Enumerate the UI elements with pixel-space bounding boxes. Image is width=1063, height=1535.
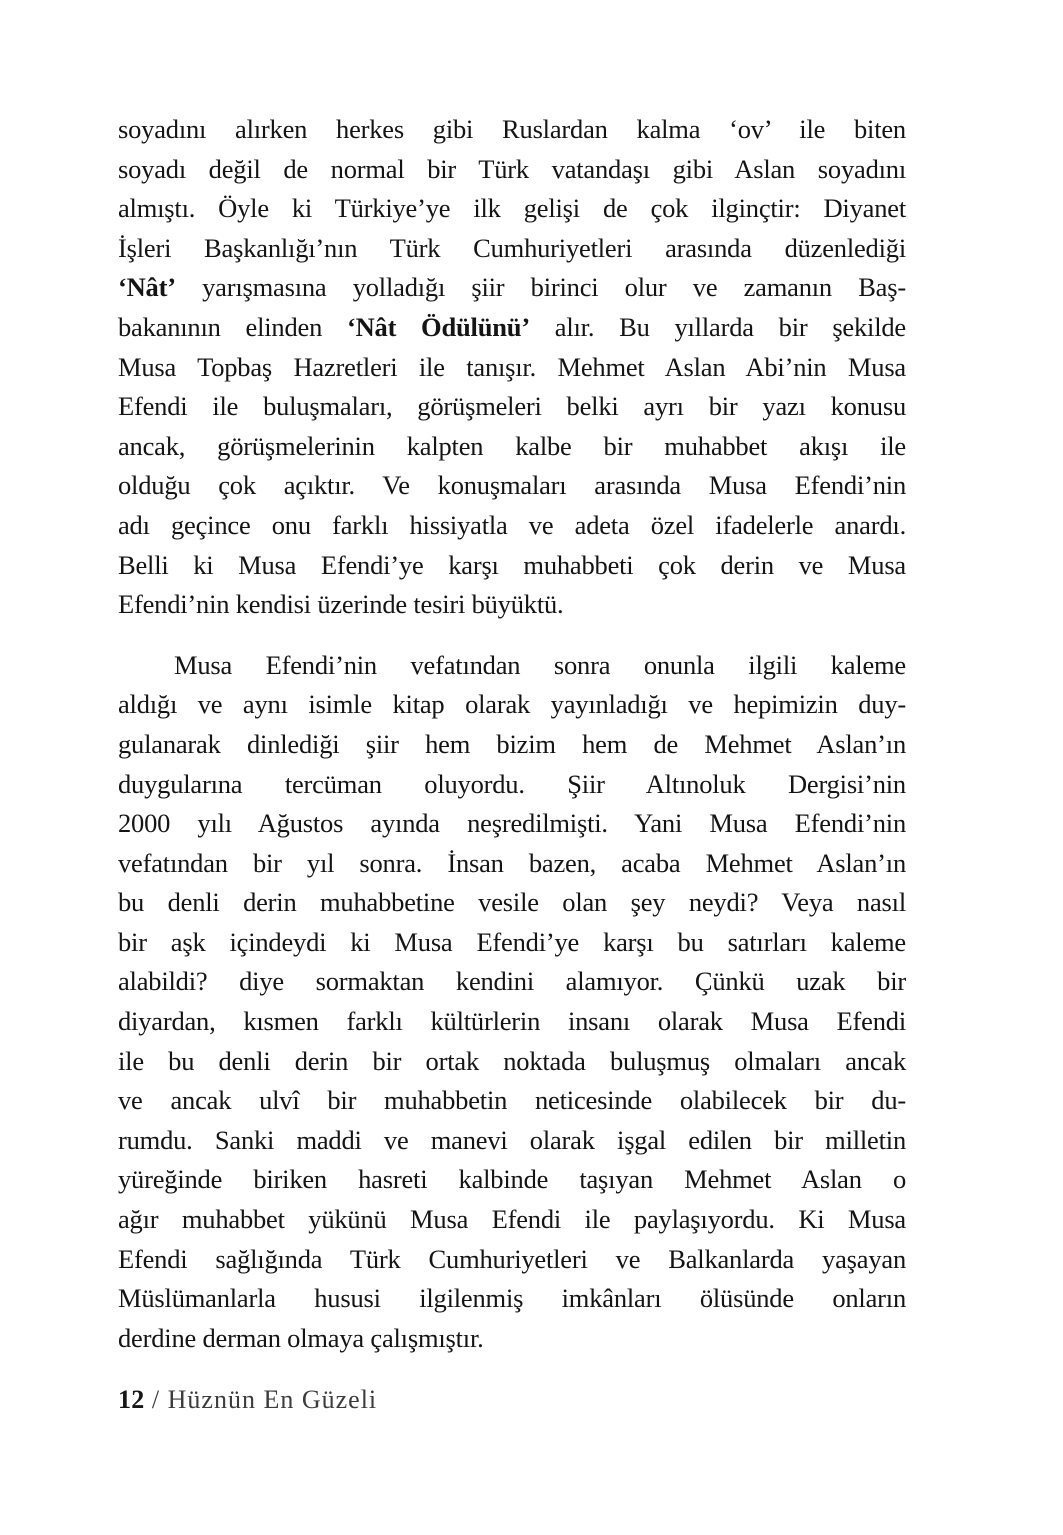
text-line: Musa Topbaş Hazretleri ile tanışır. Mehmet Aslan Abi’nin Musa (118, 351, 906, 382)
bold-text: ‘Nât’ (118, 272, 176, 303)
text-line: gulanarak dinlediği şiir hem bizim hem de Mehmet Aslan’ın (118, 728, 906, 759)
text-segment: alır. Bu yıllarda bir şekilde (529, 311, 906, 342)
text-line: olduğu çok açıktır. Ve konuşmaları arasında Musa Efendi’nin (118, 470, 906, 501)
text-line: duygularına tercüman oluyordu. Şiir Altınoluk Dergisi’nin (118, 768, 906, 799)
text-line (118, 268, 906, 308)
footer-separator: / (144, 1385, 168, 1414)
text-line: Efendi sağlığında Türk Cumhuriyetleri ve Balkanlarda yaşayan (118, 1243, 906, 1274)
text-line: soyadını alırken herkes gibi Ruslardan kalma ‘ov’ ile biten (118, 114, 906, 144)
text-line: Musa Efendi’nin vefatından sonra onunla ilgili kaleme (174, 649, 906, 680)
text-line: Belli ki Musa Efendi’ye karşı muhabbeti çok derin ve Musa (118, 549, 906, 580)
text-line: vefatından bir yıl sonra. İnsan bazen, acaba Mehmet Aslan’ın (118, 847, 906, 878)
paragraph (118, 110, 906, 625)
page-number: 12 (118, 1385, 145, 1414)
text-line: ancak, görüşmelerinin kalpten kalbe bir muhabbet akışı ile (118, 430, 906, 461)
text-line: yüreğinde biriken hasreti kalbinde taşıyan Mehmet Aslan o (118, 1164, 906, 1195)
text-line: bir aşk içindeydi ki Musa Efendi’ye karşı bu satırları kaleme (118, 926, 906, 957)
text-line: ağır muhabbet yükünü Musa Efendi ile paylaşıyordu. Ki Musa (118, 1204, 906, 1235)
text-line: Efendi ile buluşmaları, görüşmeleri belki ayrı bir yazı konusu (118, 391, 906, 422)
text-line: adı geçince onu farklı hissiyatla ve adeta özel ifadelerle anardı. (118, 509, 906, 540)
text-line (118, 308, 906, 348)
text-segment: bakanının elinden (118, 311, 347, 342)
text-line: almıştı. Öyle ki Türkiye’ye ilk gelişi de çok ilginçtir: Diyanet (118, 193, 906, 224)
text-block (118, 110, 906, 1358)
text-line: rumdu. Sanki maddi ve manevi olarak işgal edilen bir milletin (118, 1124, 906, 1155)
text-line: İşleri Başkanlığı’nın Türk Cumhuriyetleri arasında düzenlediği (118, 232, 906, 263)
paragraph (118, 646, 906, 1359)
page-footer (118, 1385, 377, 1415)
text-line: derdine derman olmaya çalışmıştır. (118, 1322, 484, 1353)
text-line: 2000 yılı Ağustos ayında neşredilmişti. Yani Musa Efendi’nin (118, 808, 906, 839)
text-line: ile bu denli derin bir ortak noktada buluşmuş olmaları ancak (118, 1045, 906, 1076)
text-line: Efendi’nin kendisi üzerinde tesiri büyüktü. (118, 589, 564, 620)
text-line: alabildi? diye sormaktan kendini alamıyor. Çünkü uzak bir (118, 966, 906, 997)
text-line: soyadı değil de normal bir Türk vatandaşı gibi Aslan soyadını (118, 153, 906, 184)
text-segment: yarışmasına yolladığı şiir birinci olur ve zamanın Baş- (175, 272, 906, 303)
text-line: ve ancak ulvî bir muhabbetin neticesinde olabilecek bir du- (118, 1085, 906, 1116)
bold-text: ‘Nât Ödülünü’ (346, 311, 530, 342)
text-line: diyardan, kısmen farklı kültürlerin insanı olarak Musa Efendi (118, 1006, 906, 1037)
book-title: Hüznün En Güzeli (167, 1385, 378, 1414)
text-line: bu denli derin muhabbetine vesile olan şey neydi? Veya nasıl (118, 887, 906, 918)
text-line: Müslümanlarla hususi ilgilenmiş imkânları ölüsünde onların (118, 1283, 906, 1314)
text-line: aldığı ve aynı isimle kitap olarak yayınladığı ve hepimizin duy- (118, 689, 906, 720)
